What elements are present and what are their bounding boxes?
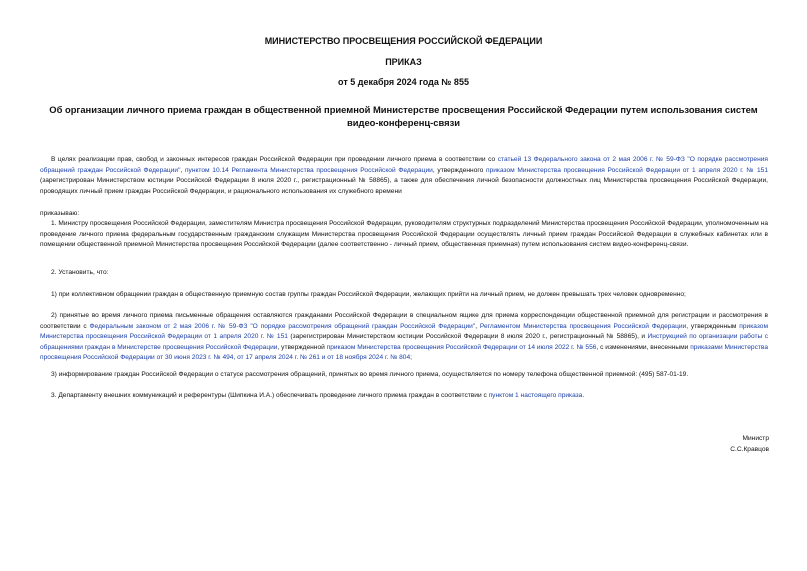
paragraph-2-item-3: [40, 370, 768, 381]
paragraph-2: [40, 268, 768, 279]
paragraph-2-item-1: [40, 290, 768, 301]
paragraph-2-item-1-text: 1) при коллективном обращении граждан в общественную приемную состав группы граждан Российской Федерации, желающих прийти на личный прием, не должен превышать трех человек одновременно;: [51, 291, 686, 298]
item-2-text: 2) принятые во время личного приема письменные обращения оставляются гражданами Российской Федерации в специальном ящике для приема корреспонденции общественной приемной для регистрации и рассмотрения в соответствии с: [40, 312, 768, 330]
order-556-link[interactable]: приказом Министерства просвещения Российской Федерации от 14 июля 2022 г. № 556: [326, 343, 597, 351]
signature-position: Министр: [742, 435, 769, 442]
law-59fz-article13-link[interactable]: статьей 13 Федерального закона от 2 мая 2006 г. № 59-ФЗ "О порядке рассмотрения обращений граждан Российской Федерации": [40, 156, 768, 174]
ministry-regulation-link[interactable]: Регламентом Министерства просвещения Российской Федерации: [479, 322, 687, 330]
item-2-text: ;: [410, 354, 412, 361]
order-151-link[interactable]: приказом Министерства просвещения Российской Федерации от 1 апреля 2020 г. № 151: [486, 166, 768, 174]
paragraph-3-text: .: [582, 392, 585, 399]
paragraph-2-item-3-text: 3) информирование граждан Российской Федерации о статусе рассмотрения обращений, принятых во время личного приема, осуществляется по номеру телефона общественной приемной: (495) 587-01-19.: [51, 371, 689, 378]
item-2-text: (зарегистрирован Министерством юстиции Российской Федерации 8 июля 2020 г., регистрационный № 58865), и: [287, 333, 648, 340]
paragraph-1: [40, 219, 768, 251]
instruction-link[interactable]: Инструкцией по организации работы с обращениями граждан в Министерстве просвещения Российской Федерации: [40, 333, 768, 351]
doc-type-heading: ПРИКАЗ: [385, 57, 422, 67]
preamble-text: ,: [180, 166, 185, 174]
amending-orders-link[interactable]: приказами Министерства просвещения Российской Федерации от 30 июня 2023 г. № 494, от 17 апреля 2024 г. № 261 и от 18 ноября 2024 г. № 804: [40, 343, 768, 361]
preamble: [40, 155, 768, 197]
order-word: приказываю:: [40, 210, 80, 217]
item-2-text: ,: [475, 322, 480, 330]
paragraph-2-item-2: [40, 311, 768, 364]
paragraph-1-text: 1. Министру просвещения Российской Федерации, заместителям Министра просвещения Российской Федерации, руководителям структурных подразделений Министерства просвещения Российской Федерации, уполномоченным на проведение личного приема федеральным государственным гражданским служащим Министерства просвещения Российской Федерации осуществлять личный прием граждан Российской Федерации в служебных кабинетах или в помещении общественной приемной Министерства просвещения Российской Федерации (далее соответственно - личный прием, общественная приемная) путем использования систем видео-конференц-связи.: [40, 220, 768, 248]
paragraph-3: [40, 391, 768, 402]
item-2-text: , утвержденным: [686, 322, 740, 330]
item-1-of-order-link[interactable]: пунктом 1 настоящего приказа: [488, 392, 583, 399]
order-151-link[interactable]: приказом Министерства просвещения Российской Федерации от 1 апреля 2020 г. № 151: [40, 322, 768, 340]
signature-name: С.С.Кравцов: [730, 446, 769, 453]
preamble-text: , утвержденного: [432, 166, 486, 174]
item-2-text: , с изменениями, внесенными: [596, 343, 691, 351]
federal-law-59fz-link[interactable]: Федеральным законом от 2 мая 2006 г. № 59-ФЗ "О порядке рассмотрения обращений граждан Российской Федерации": [89, 322, 476, 330]
paragraph-2-text: 2. Установить, что:: [51, 269, 109, 276]
item-2-text: , утвержденной: [277, 343, 327, 351]
order-title: Об организации личного приема граждан в общественной приемной Министерстве просвещения Российской Федерации путем использования систем видео-конференц-связи: [49, 104, 758, 128]
preamble-text: В целях реализации прав, свобод и законных интересов граждан Российской Федерации при проведении личного приема в соответствии со: [51, 156, 498, 163]
ministry-heading: МИНИСТЕРСТВО ПРОСВЕЩЕНИЯ РОССИЙСКОЙ ФЕДЕРАЦИИ: [264, 36, 543, 46]
date-number-heading: от 5 декабря 2024 года № 855: [338, 77, 469, 87]
regulation-item-10-14-link[interactable]: пунктом 10.14 Регламента Министерства просвещения Российской Федерации: [184, 166, 433, 174]
paragraph-3-text: 3. Департаменту внешних коммуникаций и референтуры (Шипкина И.А.) обеспечивать проведение личного приема граждан в соответствии с: [51, 392, 489, 399]
preamble-text: (зарегистрирован Министерством юстиции Российской Федерации 8 июля 2020 г., регистрационный № 58865), а также для обеспечения личной безопасности должностных лиц Министерства просвещения Российской Федерации, проводящих личный прием граждан Российской Федерации, и рационального использования их служебного времени: [40, 177, 768, 195]
